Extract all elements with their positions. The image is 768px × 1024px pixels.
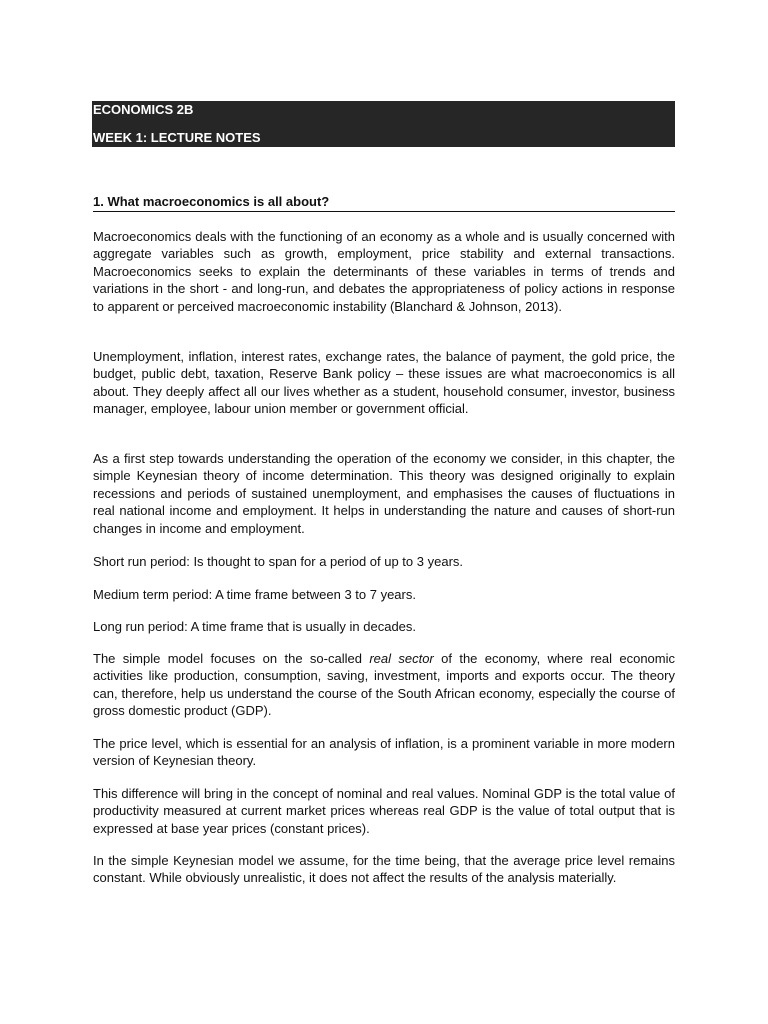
paragraph-issues: Unemployment, inflation, interest rates, exchange rates, the balance of payment, the gold price, the budget, public debt, taxation, Reserve Bank policy – these issues are what macroeconomics is all about. They deeply affect all our lives whether as a student, household consumer, investor, business manager, employee, labour union member or government official. [93, 349, 675, 417]
paragraph-nominal-real: This difference will bring in the concept of nominal and real values. Nominal GDP is the total value of productivity measured at current market prices whereas real GDP is the value of total output that is expressed at base year prices (constant prices). [93, 786, 675, 836]
real-sector-text-after: of the economy, where real economic activities like production, consumption, saving, investment, imports and exports occur. The theory can, therefore, help us understand the course of the South African economy, especially the course of gross domestic product (GDP). [93, 651, 676, 719]
real-sector-term: real sector [369, 651, 434, 666]
paragraph-keynesian-theory: As a first step towards understanding the operation of the economy we consider, in this chapter, the simple Keynesian theory of income determination. This theory was designed originally to explain recessions and periods of sustained unemployment, and emphasises the causes of fluctuations in real national income and employment. It helps in understanding the nature and causes of short-run changes in income and employment. [93, 451, 675, 536]
paragraph-medium-term: Medium term period: A time frame between 3 to 7 years. [93, 587, 416, 602]
course-title: ECONOMICS 2B [93, 102, 194, 117]
real-sector-text-before: The simple model focuses on the so-called [93, 651, 370, 666]
title-banner [92, 101, 675, 147]
paragraph-real-sector [93, 650, 675, 720]
paragraph-short-run: Short run period: Is thought to span for a period of up to 3 years. [93, 554, 464, 569]
paragraph-definition: Macroeconomics deals with the functioning of an economy as a whole and is usually concerned with aggregate variables such as growth, employment, price stability and external transactions. Macroeconomics seeks to explain the determinants of these variables in terms of trends and variations in the short - and long-run, and debates the appropriateness of policy actions in response to apparent or perceived macroeconomic instability (Blanchard & Johnson, 2013). [93, 229, 675, 314]
paragraph-price-level: The price level, which is essential for an analysis of inflation, is a prominent variable in more modern version of Keynesian theory. [93, 736, 675, 769]
lecture-subtitle: WEEK 1: LECTURE NOTES [93, 130, 261, 145]
section-heading: 1. What macroeconomics is all about? [93, 194, 675, 212]
paragraph-long-run: Long run period: A time frame that is usually in decades. [93, 619, 417, 634]
paragraph-assumption: In the simple Keynesian model we assume, for the time being, that the average price level remains constant. While obviously unrealistic, it does not affect the results of the analysis materially. [93, 853, 675, 886]
